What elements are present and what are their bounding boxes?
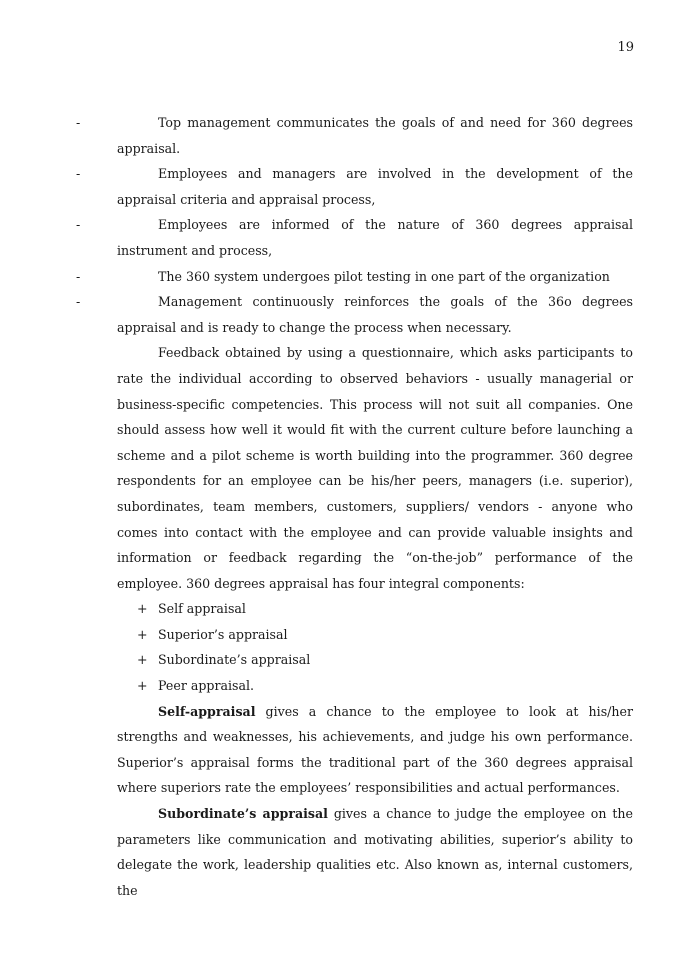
dash-list-item <box>76 212 633 263</box>
plus-marker: + <box>137 678 148 694</box>
self-appraisal-term: Self-appraisal <box>158 703 256 719</box>
subordinate-appraisal-text: gives a chance to judge the employee on the parameters like communication and motivating abilities, superior’s ability to delegate the work, leadership qualities etc. Also known as, internal customers, the <box>117 806 633 898</box>
component-list-item <box>117 673 633 699</box>
page-number: 19 <box>617 40 634 55</box>
component-text: Peer appraisal. <box>158 678 255 694</box>
component-text: Self appraisal <box>158 601 246 617</box>
component-text: Subordinate’s appraisal <box>158 652 311 668</box>
dash-item-text: Employees are informed of the nature of 360 degrees appraisal instrument and process, <box>117 217 633 258</box>
dash-item-text: The 360 system undergoes pilot testing in one part of the organization <box>158 268 610 284</box>
feedback-paragraph: Feedback obtained by using a questionnaire, which asks participants to rate the individual according to observed behaviors - usually managerial or business-specific competencies. This process will not suit all companies. One should assess how well it would fit with the current culture before launching a scheme and a pilot scheme is worth building into the programmer. 360 degree respondents for an employee can be his/her peers, managers (i.e. superior), subordinates, team members, customers, suppliers/ vendors - anyone who comes into contact with the employee and can provide valuable insights and information or feedback regarding the “on-the-job” performance of the employee. 360 degrees appraisal has four integral components: <box>117 345 633 591</box>
dash-list-item <box>76 161 633 212</box>
dash-list-item <box>76 289 633 340</box>
component-list-item <box>117 647 633 673</box>
self-appraisal-paragraph <box>117 699 633 801</box>
components-list <box>117 596 633 698</box>
subordinate-appraisal-paragraph <box>117 801 633 903</box>
dash-list-item <box>76 110 633 161</box>
dash-list-item <box>76 264 633 290</box>
dash-item-text: Management continuously reinforces the goals of the 36o degrees appraisal and is ready to change the process when necessary. <box>117 294 633 335</box>
dash-item-text: Employees and managers are involved in the development of the appraisal criteria and appraisal process, <box>117 166 633 207</box>
dash-marker: - <box>76 115 81 130</box>
plus-marker: + <box>137 626 148 642</box>
page-content <box>76 110 633 903</box>
dash-marker: - <box>76 268 81 284</box>
plus-marker: + <box>137 652 148 668</box>
dash-marker: - <box>76 166 81 182</box>
component-list-item <box>117 622 633 648</box>
component-list-item <box>117 596 633 622</box>
self-appraisal-text: gives a chance to the employee to look at his/her strengths and weaknesses, his achievements, and judge his own performance. Superior’s appraisal forms the traditional part of the 360 degrees appraisal where superiors rate the employees’ responsibilities and actual performances. <box>117 703 633 796</box>
dash-list <box>76 110 633 340</box>
plus-marker: + <box>137 601 148 617</box>
dash-marker: - <box>76 294 81 310</box>
dash-item-text: Top management communicates the goals of and need for 360 degrees appraisal. <box>117 115 633 156</box>
subordinate-appraisal-term: Subordinate’s appraisal <box>158 806 328 822</box>
component-text: Superior’s appraisal <box>158 626 288 642</box>
dash-marker: - <box>76 217 81 233</box>
